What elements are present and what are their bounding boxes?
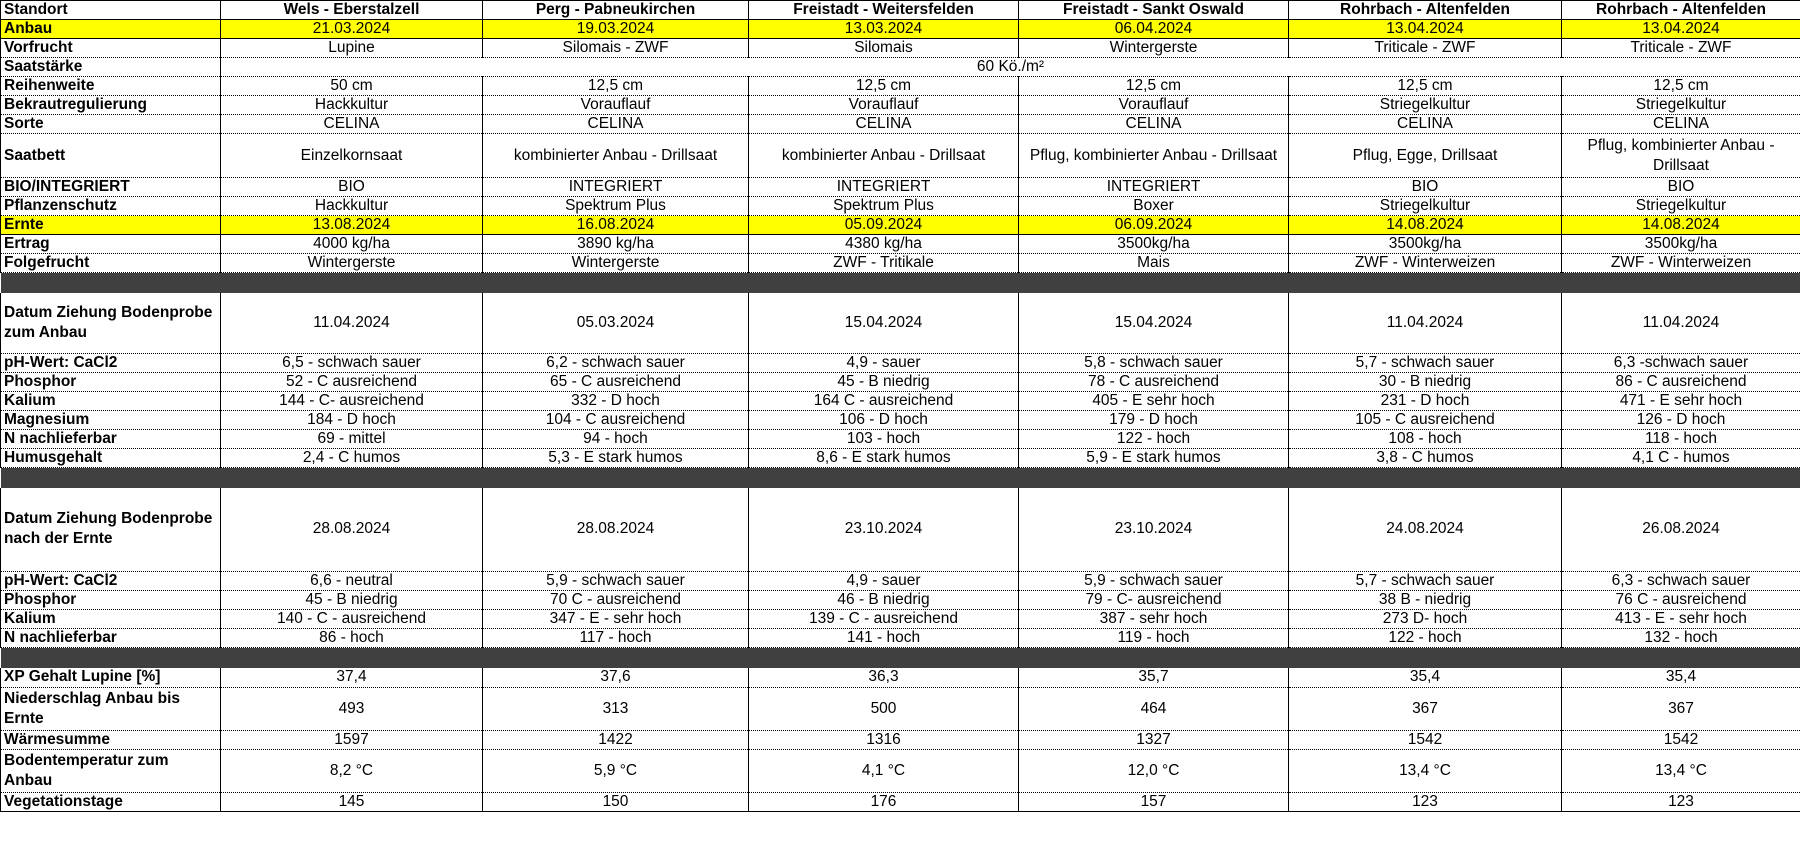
table-cell: 140 - C - ausreichend	[221, 610, 483, 629]
table-cell: 126 - D hoch	[1562, 410, 1800, 429]
table-row	[1, 668, 1800, 687]
row-label: Magnesium	[1, 410, 221, 429]
table-cell: 94 - hoch	[483, 429, 749, 448]
table-cell: 4,9 - sauer	[749, 572, 1019, 591]
table-cell: 50 cm	[221, 77, 483, 96]
table-cell: 13,4 °C	[1289, 749, 1562, 792]
table-cell: 118 - hoch	[1562, 429, 1800, 448]
table-cell: 13.08.2024	[221, 216, 483, 235]
row-label: Vegetationstage	[1, 792, 221, 811]
row-label: Niederschlag Anbau bis Ernte	[1, 687, 221, 730]
table-cell: 105 - C ausreichend	[1289, 410, 1562, 429]
table-cell: 1422	[483, 730, 749, 749]
row-label: Saatbett	[1, 134, 221, 178]
row-label: Saatstärke	[1, 58, 221, 77]
table-row	[1, 96, 1800, 115]
table-cell: 273 D- hoch	[1289, 610, 1562, 629]
table-cell: 11.04.2024	[1289, 293, 1562, 353]
table-cell: 12,5 cm	[1289, 77, 1562, 96]
table-cell: CELINA	[1019, 115, 1289, 134]
table-row	[1, 749, 1800, 792]
table-cell: 464	[1019, 687, 1289, 730]
table-cell: Hackkultur	[221, 197, 483, 216]
table-cell: 8,6 - E stark humos	[749, 448, 1019, 467]
table-cell: kombinierter Anbau - Drillsaat	[749, 134, 1019, 178]
table-row	[1, 39, 1800, 58]
table-cell: 141 - hoch	[749, 629, 1019, 648]
table-cell: 14.08.2024	[1562, 216, 1800, 235]
table-row	[1, 591, 1800, 610]
section-separator	[1, 273, 1800, 294]
table-cell: 05.03.2024	[483, 293, 749, 353]
table-cell: 139 - C - ausreichend	[749, 610, 1019, 629]
table-cell: 3500kg/ha	[1289, 235, 1562, 254]
table-cell: 13,4 °C	[1562, 749, 1800, 792]
row-label: Reihenweite	[1, 77, 221, 96]
table-cell: 28.08.2024	[483, 488, 749, 572]
row-label: pH-Wert: CaCl2	[1, 572, 221, 591]
table-row	[1, 610, 1800, 629]
table-cell: 5,8 - schwach sauer	[1019, 353, 1289, 372]
row-label: Humusgehalt	[1, 448, 221, 467]
table-row	[1, 216, 1800, 235]
row-label: N nachlieferbar	[1, 629, 221, 648]
table-cell: 6,3 - schwach sauer	[1562, 572, 1800, 591]
table-cell: 65 - C ausreichend	[483, 372, 749, 391]
table-cell: 231 - D hoch	[1289, 391, 1562, 410]
table-cell: Spektrum Plus	[749, 197, 1019, 216]
table-cell: 19.03.2024	[483, 20, 749, 39]
header-row	[1, 1, 1800, 20]
table-cell: 145	[221, 792, 483, 811]
table-cell: 132 - hoch	[1562, 629, 1800, 648]
table-cell: Spektrum Plus	[483, 197, 749, 216]
merged-cell: 60 Kö./m²	[221, 58, 1800, 77]
table-cell: 1597	[221, 730, 483, 749]
table-cell: 5,9 - schwach sauer	[1019, 572, 1289, 591]
table-cell: 38 B - niedrig	[1289, 591, 1562, 610]
table-cell: CELINA	[1562, 115, 1800, 134]
table-cell: Striegelkultur	[1562, 96, 1800, 115]
table-cell: 24.08.2024	[1289, 488, 1562, 572]
table-row	[1, 792, 1800, 811]
table-cell: 06.09.2024	[1019, 216, 1289, 235]
table-cell: 69 - mittel	[221, 429, 483, 448]
table-cell: 3500kg/ha	[1019, 235, 1289, 254]
table-cell: 4000 kg/ha	[221, 235, 483, 254]
table-cell: 5,7 - schwach sauer	[1289, 353, 1562, 372]
table-cell: Pflug, Egge, Drillsaat	[1289, 134, 1562, 178]
table-cell: Wintergerste	[221, 254, 483, 273]
row-label: pH-Wert: CaCl2	[1, 353, 221, 372]
separator-bar	[1, 648, 1800, 669]
table-row	[1, 488, 1800, 572]
table-cell: 3890 kg/ha	[483, 235, 749, 254]
table-row	[1, 353, 1800, 372]
table-cell: 6,3 -schwach sauer	[1562, 353, 1800, 372]
table-row	[1, 20, 1800, 39]
section-separator	[1, 467, 1800, 488]
table-cell: 45 - B niedrig	[221, 591, 483, 610]
row-label: Datum Ziehung Bodenprobe nach der Ernte	[1, 488, 221, 572]
table-cell: 36,3	[749, 668, 1019, 687]
table-cell: Silomais	[749, 39, 1019, 58]
table-cell: 122 - hoch	[1019, 429, 1289, 448]
table-cell: CELINA	[749, 115, 1019, 134]
location-header: Rohrbach - Altenfelden	[1562, 1, 1800, 20]
row-label: Phosphor	[1, 591, 221, 610]
table-row	[1, 629, 1800, 648]
table-cell: 52 - C ausreichend	[221, 372, 483, 391]
table-cell: 11.04.2024	[1562, 293, 1800, 353]
table-cell: 123	[1562, 792, 1800, 811]
table-cell: BIO	[1562, 178, 1800, 197]
table-cell: 35,4	[1562, 668, 1800, 687]
table-cell: 500	[749, 687, 1019, 730]
table-cell: 150	[483, 792, 749, 811]
table-cell: 332 - D hoch	[483, 391, 749, 410]
table-cell: ZWF - Winterweizen	[1562, 254, 1800, 273]
separator-bar	[1, 273, 1800, 294]
table-cell: 1316	[749, 730, 1019, 749]
table-row	[1, 77, 1800, 96]
table-cell: 8,2 °C	[221, 749, 483, 792]
table-cell: 46 - B niedrig	[749, 591, 1019, 610]
table-cell: 471 - E sehr hoch	[1562, 391, 1800, 410]
table-cell: 5,9 °C	[483, 749, 749, 792]
table-cell: 5,9 - E stark humos	[1019, 448, 1289, 467]
table-row	[1, 687, 1800, 730]
table-cell: 1542	[1289, 730, 1562, 749]
table-cell: BIO	[1289, 178, 1562, 197]
table-cell: Einzelkornsaat	[221, 134, 483, 178]
table-cell: Vorauflauf	[483, 96, 749, 115]
row-label: Sorte	[1, 115, 221, 134]
table-cell: Triticale - ZWF	[1562, 39, 1800, 58]
table-row	[1, 730, 1800, 749]
table-cell: BIO	[221, 178, 483, 197]
row-label: Phosphor	[1, 372, 221, 391]
row-label: Folgefrucht	[1, 254, 221, 273]
table-row	[1, 58, 1800, 77]
table-cell: 106 - D hoch	[749, 410, 1019, 429]
table-cell: 15.04.2024	[1019, 293, 1289, 353]
table-cell: Triticale - ZWF	[1289, 39, 1562, 58]
table-cell: 79 - C- ausreichend	[1019, 591, 1289, 610]
table-cell: Striegelkultur	[1289, 96, 1562, 115]
table-cell: 4380 kg/ha	[749, 235, 1019, 254]
table-cell: Wintergerste	[483, 254, 749, 273]
table-cell: 313	[483, 687, 749, 730]
table-cell: 5,3 - E stark humos	[483, 448, 749, 467]
table-cell: 21.03.2024	[221, 20, 483, 39]
row-label: XP Gehalt Lupine [%]	[1, 668, 221, 687]
table-row	[1, 178, 1800, 197]
table-cell: INTEGRIERT	[483, 178, 749, 197]
table-cell: 5,7 - schwach sauer	[1289, 572, 1562, 591]
table-cell: 12,0 °C	[1019, 749, 1289, 792]
table-cell: 387 - sehr hoch	[1019, 610, 1289, 629]
location-header: Freistadt - Weitersfelden	[749, 1, 1019, 20]
table-row	[1, 134, 1800, 178]
table-row	[1, 197, 1800, 216]
row-label: Bekrautregulierung	[1, 96, 221, 115]
table-cell: 12,5 cm	[1019, 77, 1289, 96]
table-row	[1, 391, 1800, 410]
table-cell: 103 - hoch	[749, 429, 1019, 448]
location-header: Freistadt - Sankt Oswald	[1019, 1, 1289, 20]
row-label: Wärmesumme	[1, 730, 221, 749]
table-cell: CELINA	[483, 115, 749, 134]
table-cell: 37,6	[483, 668, 749, 687]
table-cell: 367	[1562, 687, 1800, 730]
table-cell: 12,5 cm	[1562, 77, 1800, 96]
table-cell: 405 - E sehr hoch	[1019, 391, 1289, 410]
table-cell: 11.04.2024	[221, 293, 483, 353]
table-cell: 3,8 - C humos	[1289, 448, 1562, 467]
table-cell: 13.04.2024	[1289, 20, 1562, 39]
table-cell: 5,9 - schwach sauer	[483, 572, 749, 591]
table-cell: 78 - C ausreichend	[1019, 372, 1289, 391]
table-cell: 104 - C ausreichend	[483, 410, 749, 429]
row-label: Vorfrucht	[1, 39, 221, 58]
table-cell: Hackkultur	[221, 96, 483, 115]
table-cell: 15.04.2024	[749, 293, 1019, 353]
table-cell: ZWF - Tritikale	[749, 254, 1019, 273]
table-row	[1, 254, 1800, 273]
table-cell: 6,2 - schwach sauer	[483, 353, 749, 372]
table-cell: 13.03.2024	[749, 20, 1019, 39]
separator-bar	[1, 467, 1800, 488]
header-label: Standort	[1, 1, 221, 20]
table-cell: 26.08.2024	[1562, 488, 1800, 572]
table-cell: 45 - B niedrig	[749, 372, 1019, 391]
table-cell: 164 C - ausreichend	[749, 391, 1019, 410]
table-cell: Vorauflauf	[749, 96, 1019, 115]
row-label: N nachlieferbar	[1, 429, 221, 448]
table-cell: 1542	[1562, 730, 1800, 749]
table-cell: 13.04.2024	[1562, 20, 1800, 39]
table-cell: 1327	[1019, 730, 1289, 749]
table-cell: 108 - hoch	[1289, 429, 1562, 448]
table-cell: 347 - E - sehr hoch	[483, 610, 749, 629]
table-cell: Pflug, kombinierter Anbau - Drillsaat	[1019, 134, 1289, 178]
row-label: BIO/INTEGRIERT	[1, 178, 221, 197]
table-cell: ZWF - Winterweizen	[1289, 254, 1562, 273]
table-cell: Striegelkultur	[1289, 197, 1562, 216]
table-cell: 37,4	[221, 668, 483, 687]
table-cell: INTEGRIERT	[749, 178, 1019, 197]
table-cell: 119 - hoch	[1019, 629, 1289, 648]
table-cell: 493	[221, 687, 483, 730]
table-cell: 123	[1289, 792, 1562, 811]
table-cell: 23.10.2024	[1019, 488, 1289, 572]
table-cell: 14.08.2024	[1289, 216, 1562, 235]
table-cell: 05.09.2024	[749, 216, 1019, 235]
table-cell: 176	[749, 792, 1019, 811]
table-cell: 122 - hoch	[1289, 629, 1562, 648]
table-row	[1, 429, 1800, 448]
table-cell: CELINA	[221, 115, 483, 134]
table-cell: 4,9 - sauer	[749, 353, 1019, 372]
table-cell: 179 - D hoch	[1019, 410, 1289, 429]
table-cell: 30 - B niedrig	[1289, 372, 1562, 391]
section-separator	[1, 648, 1800, 669]
table-cell: 16.08.2024	[483, 216, 749, 235]
table-cell: Wintergerste	[1019, 39, 1289, 58]
table-cell: Lupine	[221, 39, 483, 58]
table-cell: 35,4	[1289, 668, 1562, 687]
table-row	[1, 115, 1800, 134]
table-cell: kombinierter Anbau - Drillsaat	[483, 134, 749, 178]
table-cell: 12,5 cm	[483, 77, 749, 96]
table-cell: 76 C - ausreichend	[1562, 591, 1800, 610]
table-cell: 413 - E - sehr hoch	[1562, 610, 1800, 629]
table-cell: 2,4 - C humos	[221, 448, 483, 467]
table-cell: 28.08.2024	[221, 488, 483, 572]
table-cell: 4,1 C - humos	[1562, 448, 1800, 467]
table-cell: 367	[1289, 687, 1562, 730]
table-cell: INTEGRIERT	[1019, 178, 1289, 197]
row-label: Kalium	[1, 610, 221, 629]
table-cell: 06.04.2024	[1019, 20, 1289, 39]
location-header: Wels - Eberstalzell	[221, 1, 483, 20]
table-cell: 117 - hoch	[483, 629, 749, 648]
location-header: Perg - Pabneukirchen	[483, 1, 749, 20]
table-row	[1, 293, 1800, 353]
table-cell: 157	[1019, 792, 1289, 811]
table-cell: 35,7	[1019, 668, 1289, 687]
table-row	[1, 235, 1800, 254]
table-cell: Striegelkultur	[1562, 197, 1800, 216]
table-cell: 3500kg/ha	[1562, 235, 1800, 254]
row-label: Ernte	[1, 216, 221, 235]
table-cell: 4,1 °C	[749, 749, 1019, 792]
table-cell: Silomais - ZWF	[483, 39, 749, 58]
table-cell: CELINA	[1289, 115, 1562, 134]
row-label: Bodentemperatur zum Anbau	[1, 749, 221, 792]
table-cell: 23.10.2024	[749, 488, 1019, 572]
table-cell: 184 - D hoch	[221, 410, 483, 429]
row-label: Ertrag	[1, 235, 221, 254]
table-row	[1, 410, 1800, 429]
table-cell: 70 C - ausreichend	[483, 591, 749, 610]
row-label: Kalium	[1, 391, 221, 410]
table-row	[1, 572, 1800, 591]
table-row	[1, 448, 1800, 467]
table-cell: Boxer	[1019, 197, 1289, 216]
row-label: Datum Ziehung Bodenprobe zum Anbau	[1, 293, 221, 353]
table-cell: 86 - hoch	[221, 629, 483, 648]
table-cell: 86 - C ausreichend	[1562, 372, 1800, 391]
table-cell: 6,6 - neutral	[221, 572, 483, 591]
location-header: Rohrbach - Altenfelden	[1289, 1, 1562, 20]
table-row	[1, 372, 1800, 391]
table-cell: 12,5 cm	[749, 77, 1019, 96]
table-cell: Pflug, kombinierter Anbau - Drillsaat	[1562, 134, 1800, 178]
table-cell: 144 - C- ausreichend	[221, 391, 483, 410]
table-cell: 6,5 - schwach sauer	[221, 353, 483, 372]
row-label: Anbau	[1, 20, 221, 39]
table-cell: Mais	[1019, 254, 1289, 273]
table-cell: Vorauflauf	[1019, 96, 1289, 115]
row-label: Pflanzenschutz	[1, 197, 221, 216]
